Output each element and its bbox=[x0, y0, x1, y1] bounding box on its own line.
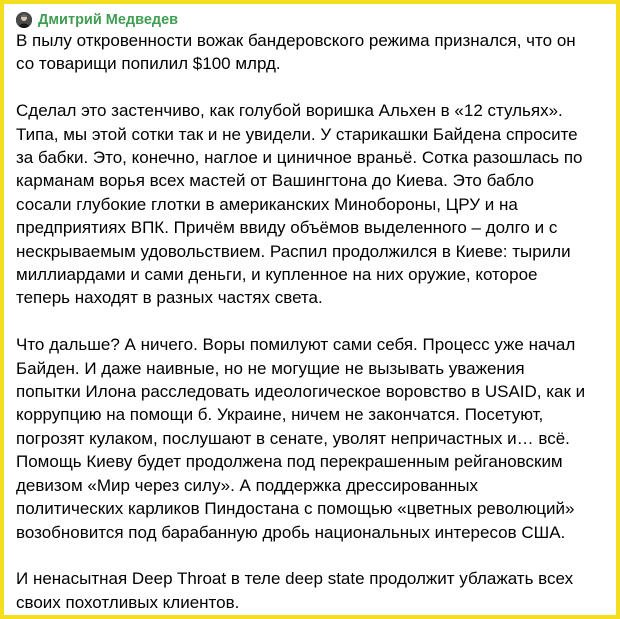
post-text-line: погрозят кулаком, послушают в сенате, уволят непричастных и… всё. bbox=[16, 428, 570, 448]
post-paragraph bbox=[16, 567, 612, 614]
post-text-line: теперь находят в разных частях света. bbox=[16, 288, 323, 308]
post-text-line: В пылу откровенности вожак бандеровского режима признался, что он bbox=[16, 31, 576, 50]
post-text-line: нескрываемым удовольствием. Распил продолжился в Киеве: тырили bbox=[16, 241, 571, 261]
post-paragraph bbox=[16, 333, 612, 544]
post-text-line: политических карликов Пиндостана с помощью «цветных революций» bbox=[16, 499, 575, 519]
post-paragraph bbox=[16, 29, 612, 76]
post-text-line: Байден. И даже наивные, но не могущие не вызывать уважения bbox=[16, 358, 525, 378]
post-text-line: девизом «Мир через силу». А поддержка дрессированных bbox=[16, 475, 479, 495]
post-text-line: карманам ворья всех мастей от Вашингтона до Киева. Это бабло bbox=[16, 171, 534, 191]
post-text-line: И ненасытная Deep Throat в теле deep state продолжит ублажать всех bbox=[16, 569, 574, 589]
post-text-line: Что дальше? А ничего. Воры помилуют сами себя. Процесс уже начал bbox=[16, 335, 576, 355]
post-header bbox=[16, 10, 178, 30]
post-text-line: Сделал это застенчиво, как голубой воришка Альхен в «12 стульях». bbox=[16, 101, 563, 121]
post-paragraph bbox=[16, 99, 612, 310]
post-text-line: коррупцию на помощи б. Украине, ничем не закончатся. Посетуют, bbox=[16, 405, 544, 425]
author-avatar-icon bbox=[16, 12, 32, 28]
post-text-line: сосали глубокие глотки в американских Минобороны, ЦРУ и на bbox=[16, 194, 518, 214]
post-text-line: Помощь Киеву будет продолжена под перекрашенным рейгановским bbox=[16, 452, 563, 472]
post-text-line: миллиардами и сами деньги, и купленное на них оружие, которое bbox=[16, 265, 538, 285]
post-text-line: возобновится под барабанную дробь национальных интересов США. bbox=[16, 522, 566, 542]
post-text-line: Типа, мы этой сотки так и не увидели. У старикашки Байдена спросите bbox=[16, 124, 578, 144]
post-text-line: со товарищи попилил $100 млрд. bbox=[16, 54, 281, 74]
post-text-line: за бабки. Это, конечно, наглое и циничное враньё. Сотка разошлась по bbox=[16, 148, 583, 168]
post-text bbox=[16, 29, 612, 614]
author-avatar[interactable] bbox=[16, 12, 32, 28]
post-text-line: попытки Илона расследовать идеологическое воровство в USAID, как и bbox=[16, 382, 586, 402]
post-text-line: своих похотливых клиентов. bbox=[16, 592, 240, 612]
post-text-line: предприятиях ВПК. Причём ввиду объёмов выделенного – долго и с bbox=[16, 218, 558, 238]
author-name[interactable]: Дмитрий Медведев bbox=[38, 12, 179, 28]
